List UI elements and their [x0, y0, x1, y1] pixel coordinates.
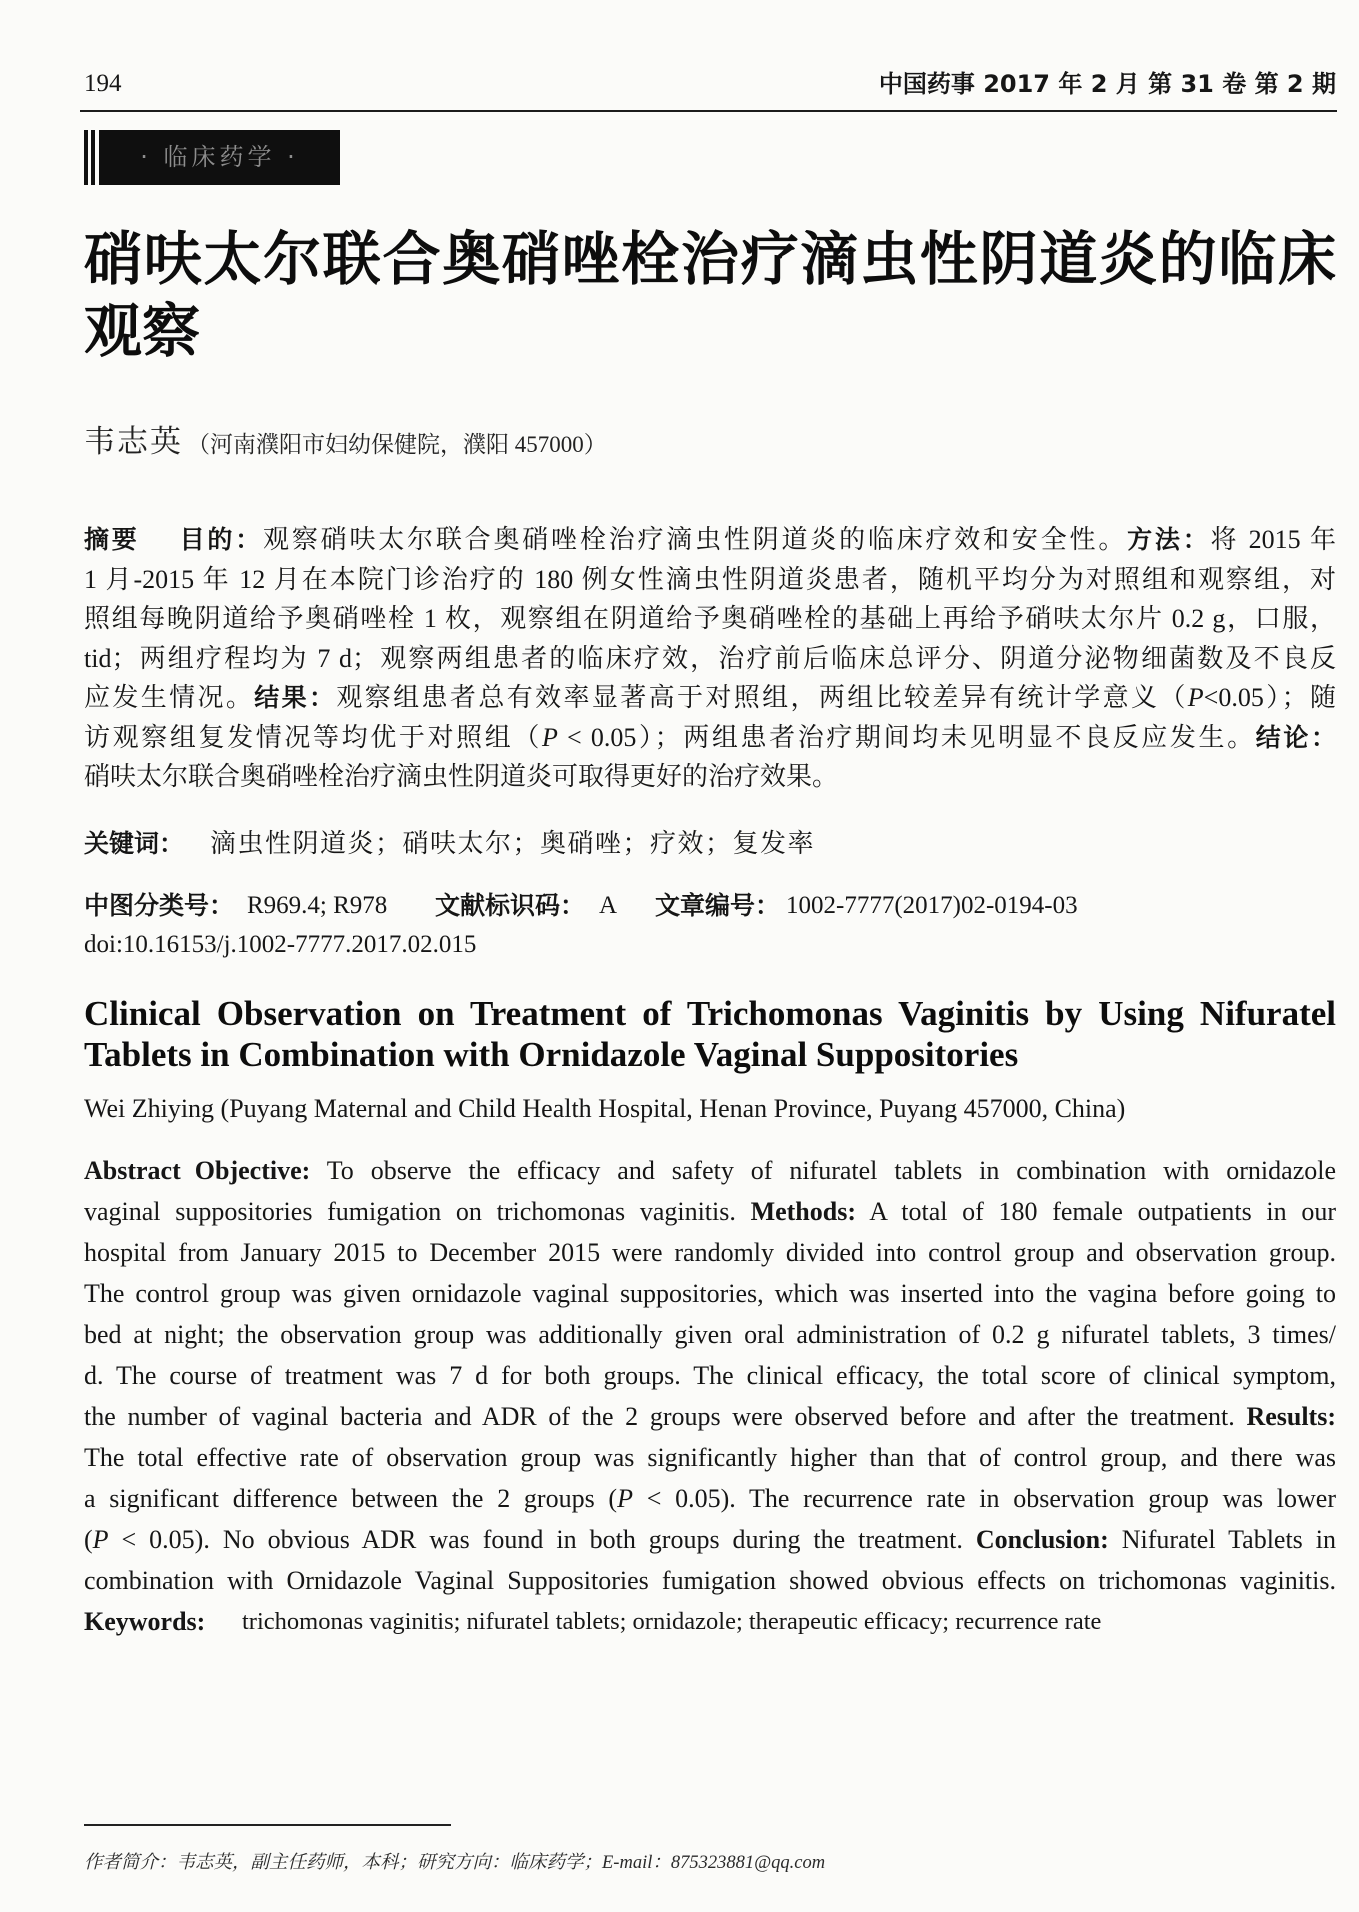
abstract-en	[84, 1150, 1336, 1601]
abstract-zh	[84, 520, 1336, 797]
abstract-en-line	[84, 1232, 1336, 1273]
italic-symbol: P	[92, 1525, 109, 1554]
title-en-line: Clinical Observation on Treatment of Trichomonas Vaginitis by Using Nifuratel	[84, 994, 1336, 1033]
title-en-line: Tablets in Combination with Ornidazole Vaginal Suppositories	[84, 1035, 1019, 1074]
bold-term: Objective:	[194, 1156, 311, 1185]
abstract-en-line	[84, 1314, 1336, 1355]
author-en: Wei Zhiying (Puyang Maternal and Child Health Hospital, Henan Province, Puyang 457000, China)	[84, 1094, 1126, 1123]
bold-term: Methods:	[750, 1197, 856, 1226]
text-run: a significant difference between the 2 groups (	[84, 1484, 618, 1513]
keywords-en-label: Keywords:	[84, 1607, 206, 1636]
text-run: 硝呋太尔联合奥硝唑栓治疗滴虫性阴道炎可取得更好的治疗效果。	[84, 762, 839, 791]
keywords-en	[84, 1601, 1336, 1642]
abstract-en-line	[84, 1355, 1336, 1396]
text-run: d. The course of treatment was 7 d for both groups. The clinical efficacy, the total score of clinical symptom,	[84, 1361, 1336, 1390]
text-run: (	[84, 1525, 93, 1554]
article-title-en	[84, 993, 1336, 1075]
text-run: hospital from January 2015 to December 2015 were randomly divided into control group and observation group.	[84, 1238, 1336, 1267]
text-run: vaginal suppositories fumigation on trichomonas vaginitis.	[84, 1197, 751, 1226]
doi: doi:10.16153/j.1002-7777.2017.02.015	[84, 931, 477, 958]
page-number: 194	[84, 70, 122, 97]
header-rule	[80, 110, 1337, 112]
text-run: The total effective rate of observation group was significantly higher than that of control group, and there was	[84, 1443, 1336, 1472]
text-run: bed at night; the observation group was additionally given oral administration of 0.2 g nifuratel tablets, 3 times/	[84, 1320, 1336, 1349]
abstract-en-line	[84, 1519, 1336, 1560]
journal-issue-header: 中国药事 2017 年 2 月 第 31 卷 第 2 期	[878, 70, 1336, 98]
text-run: 应发生情况。	[84, 683, 255, 712]
text-run: 观察组患者总有效率显著高于对照组，两组比较差异有统计学意义（	[336, 683, 1188, 712]
author-footnote: 作者简介：韦志英，副主任药师，本科；研究方向：临床药学；E-mail：875323881@qq.com	[84, 1853, 826, 1873]
bold-term: Abstract	[84, 1156, 181, 1185]
abstract-zh-line	[84, 520, 1336, 560]
italic-symbol: P	[542, 722, 558, 752]
abstract-zh-line	[84, 757, 1336, 797]
abstract-zh-line	[84, 560, 1336, 600]
text-run: < 0.05）；两组患者治疗期间均未见明显不良反应发生。	[557, 722, 1256, 752]
bold-term: Conclusion:	[975, 1525, 1109, 1554]
text-run: <0.05）；随	[1203, 683, 1336, 712]
bold-term: 摘要	[84, 525, 140, 554]
clc-value: R969.4; R978	[247, 892, 388, 919]
title-zh-line: 观察	[84, 297, 201, 365]
clc-label: 中图分类号：	[84, 891, 235, 920]
bold-term: 目的：	[179, 525, 264, 554]
author-affiliation-zh: （河南濮阳市妇幼保健院，濮阳 457000）	[187, 432, 607, 457]
abstract-en-line	[84, 1191, 1336, 1232]
abstract-en-line	[84, 1273, 1336, 1314]
section-tag: · 临床药学 ·	[99, 130, 340, 185]
text-run: the number of vaginal bacteria and ADR of the 2 groups were observed before and after the treatment.	[84, 1402, 1247, 1431]
classification-row	[84, 886, 1336, 926]
text-run: To observe the efficacy and safety of nifuratel tablets in combination with ornidazole	[310, 1156, 1336, 1185]
keywords-zh	[84, 824, 1336, 864]
bold-term: 方法：	[1127, 525, 1211, 554]
abstract-en-line	[84, 1396, 1336, 1437]
text-run: 将 2015 年	[1210, 525, 1336, 554]
abstract-zh-line	[84, 639, 1336, 679]
keywords-zh-text: 滴虫性阴道炎；硝呋太尔；奥硝唑；疗效；复发率	[210, 829, 816, 858]
abstract-en-line	[84, 1560, 1336, 1601]
text-run: 照组每晚阴道给予奥硝唑栓 1 枚，观察组在阴道给予奥硝唑栓的基础上再给予硝呋太尔片 0.2 g，口服，	[84, 604, 1336, 633]
text-run: < 0.05). No obvious ADR was found in both groups during the treatment.	[108, 1525, 976, 1554]
title-zh-line: 硝呋太尔联合奥硝唑栓治疗滴虫性阴道炎的临床	[84, 225, 1336, 293]
article-number-value: 1002-7777(2017)02-0194-03	[786, 892, 1078, 919]
article-number-label: 文章编号：	[655, 891, 781, 920]
text-run: tid；两组疗程均为 7 d；观察两组患者的临床疗效，治疗前后临床总评分、阴道分泌物细菌数及不良反	[84, 643, 1336, 673]
section-tag-bar	[91, 130, 95, 185]
abstract-zh-line	[84, 678, 1336, 718]
author-zh	[84, 422, 607, 462]
text-run: 观察硝呋太尔联合奥硝唑栓治疗滴虫性阴道炎的临床疗效和安全性。	[263, 525, 1128, 554]
text-run: A total of 180 female outpatients in our	[856, 1197, 1336, 1226]
text-run: The control group was given ornidazole vaginal suppositories, which was inserted into the vagina before going to	[84, 1279, 1336, 1308]
italic-symbol: P	[617, 1484, 633, 1513]
text-run: combination with Ornidazole Vaginal Suppositories fumigation showed obvious effects on trichomonas vaginitis.	[84, 1566, 1336, 1595]
article-title-zh	[84, 223, 1336, 367]
bold-term: Results:	[1246, 1402, 1336, 1431]
abstract-en-line	[84, 1437, 1336, 1478]
abstract-en-line	[84, 1478, 1336, 1519]
text-run: < 0.05). The recurrence rate in observation group was lower	[632, 1484, 1336, 1513]
footnote-rule	[84, 1824, 451, 1826]
bold-term: 结果：	[254, 683, 337, 712]
author-name-zh: 韦志英	[84, 424, 183, 460]
bold-term: 结论：	[1255, 722, 1336, 752]
text-run: Nifuratel Tablets in	[1108, 1525, 1336, 1554]
document-code-value: A	[599, 892, 618, 919]
abstract-zh-line	[84, 718, 1336, 758]
abstract-zh-line	[84, 599, 1336, 639]
keywords-zh-label: 关键词：	[84, 829, 185, 858]
abstract-en-line	[84, 1150, 1336, 1191]
text-run: 访观察组复发情况等均优于对照组（	[84, 722, 543, 752]
section-tag-bar	[84, 130, 88, 185]
keywords-en-text: trichomonas vaginitis; nifuratel tablets; ornidazole; therapeutic efficacy; recurrence rate	[242, 1608, 1102, 1635]
document-code-label: 文献标识码：	[435, 891, 586, 920]
text-run: 1 月-2015 年 12 月在本院门诊治疗的 180 例女性滴虫性阴道炎患者，随机平均分为对照组和观察组，对	[84, 564, 1336, 594]
italic-symbol: P	[1187, 683, 1204, 712]
